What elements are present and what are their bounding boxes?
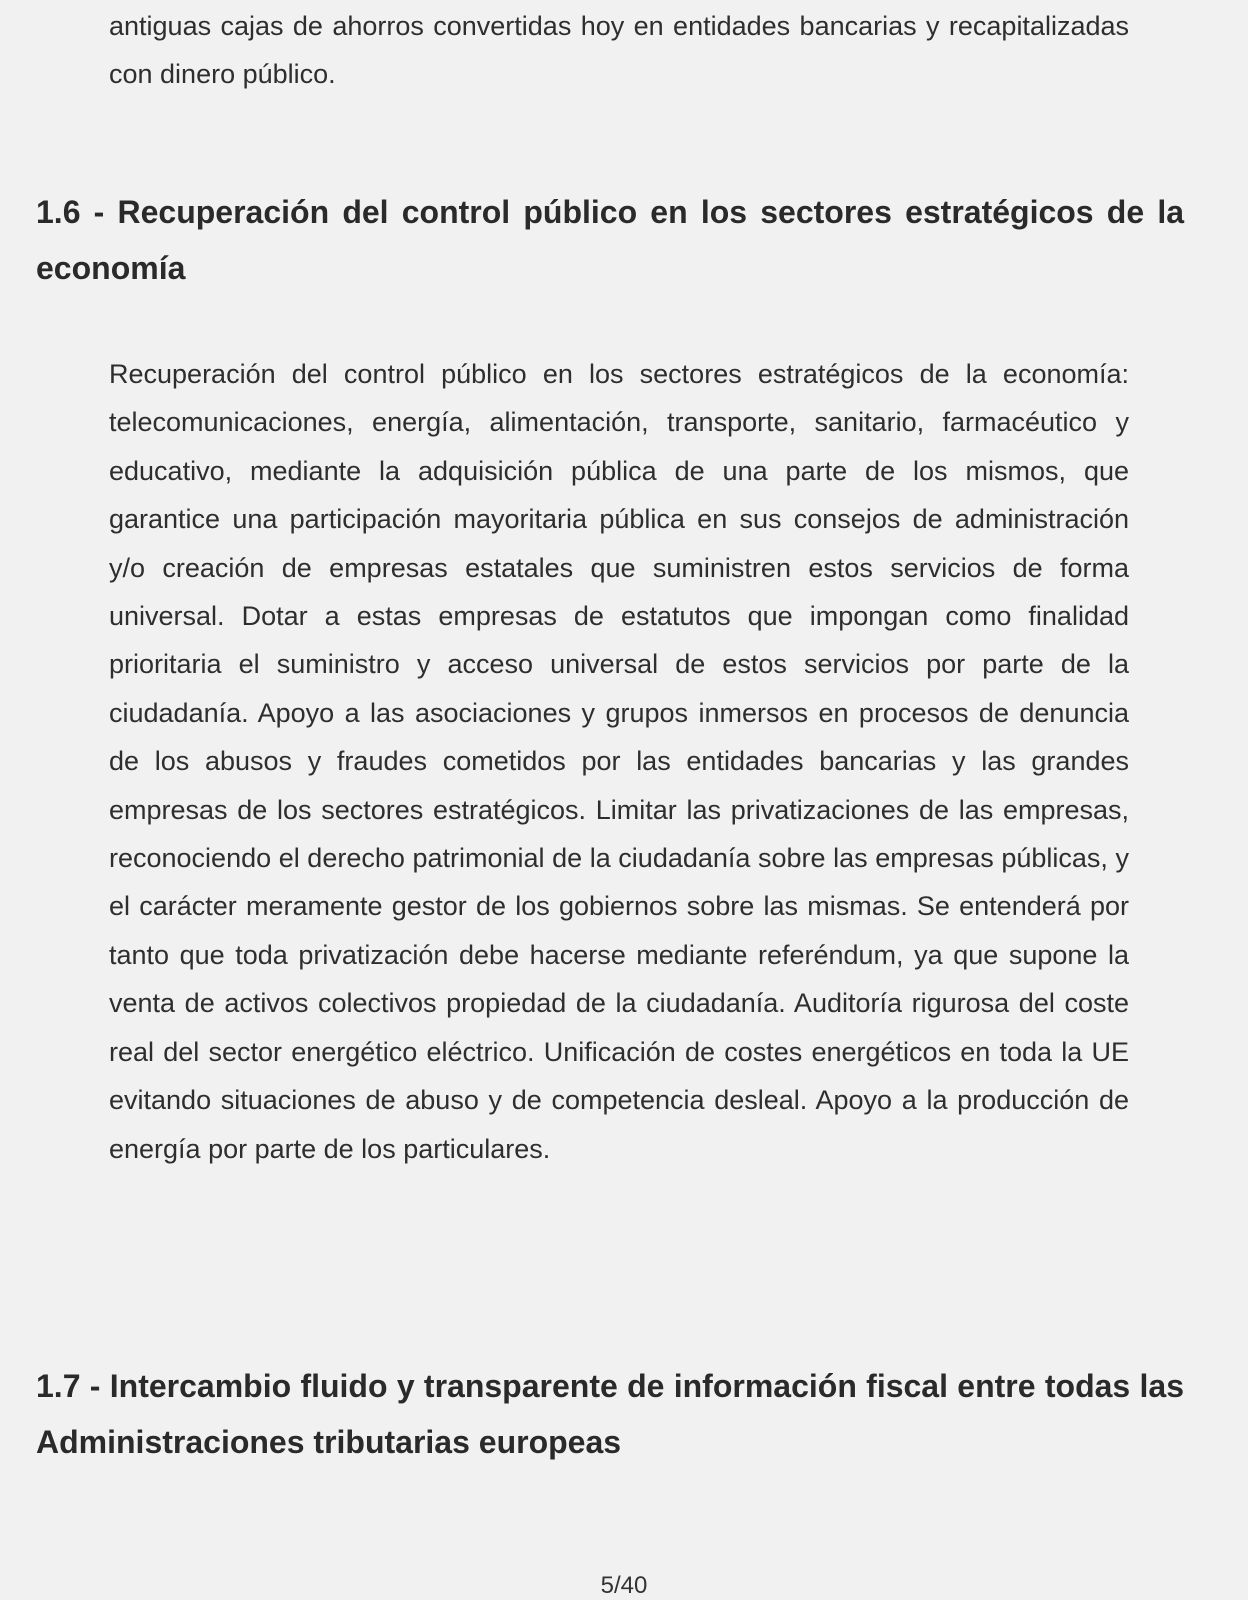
- intro-paragraph: antiguas cajas de ahorros convertidas hoy en entidades bancarias y recapitalizadas con dinero público.: [109, 11, 1129, 90]
- section-paragraph-1-6: Recuperación del control público en los sectores estratégicos de la economía: telecomunicaciones, energía, alimentación, transporte, sanitario, farmacéutico y educativo, mediante la adquisición pública de una parte de los mismos, que garantice una participación mayoritaria pública en sus consejos de administración y/o creación de empresas estatales que suministren estos servicios de forma universal. Dotar a estas empresas de estatutos que impongan como finalidad prioritaria el suministro y acceso universal de estos servicios por parte de la ciudadanía. Apoyo a las asociaciones y grupos inmersos en procesos de denuncia de los abusos y fraudes cometidos por las entidades bancarias y las grandes empresas de los sectores estratégicos. Limitar las privatizaciones de las empresas, reconociendo el derecho patrimonial de la ciudadanía sobre las empresas públicas, y el carácter meramente gestor de los gobiernos sobre las mismas. Se entenderá por tanto que toda privatización debe hacerse mediante referéndum, ya que supone la venta de activos colectivos propiedad de la ciudadanía. Auditoría rigurosa del coste real del sector energético eléctrico. Unificación de costes energéticos en toda la UE evitando situaciones de abuso y de competencia desleal. Apoyo a la producción de energía por parte de los particulares.: [109, 359, 1129, 1164]
- section-heading-1-6: 1.6 - Recuperación del control público en los sectores estratégicos de la economía: [36, 194, 1184, 286]
- page-number: 5/40: [600, 1572, 648, 1599]
- section-heading-1-7: 1.7 - Intercambio fluido y transparente de información fiscal entre todas las Administraciones tributarias europeas: [36, 1368, 1184, 1460]
